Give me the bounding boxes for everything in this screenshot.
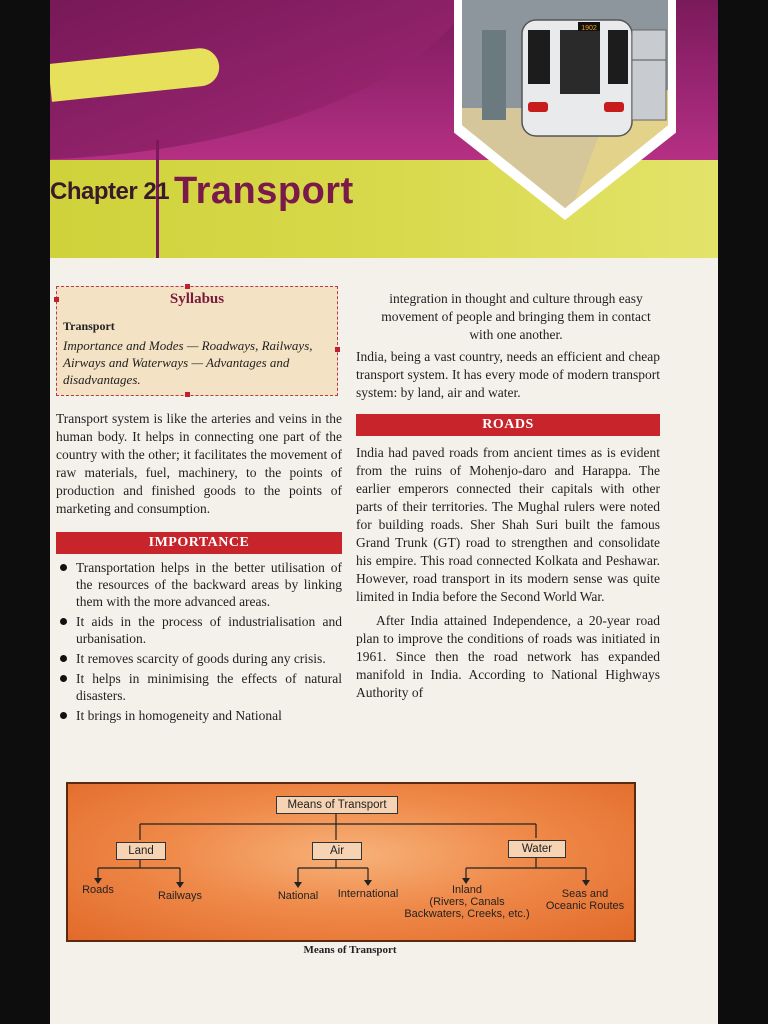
syllabus-box <box>56 286 338 396</box>
syllabus-subtitle: Transport <box>63 319 115 333</box>
roads-paragraph-1: India had paved roads from ancient times as is evident from the ruins of Mohenjo-daro and Harappa. The earlier emperors connected their capitals with other parts of their territories. The Mughal rulers were noted for building roads. Sher Shah Suri built the famous Grand Trunk (GT) road to strengthen and consolidate his empire. This road connected Kolkata and Peshawar. However, road transport in its modern sense was quite limited in India before the Second World War. <box>356 445 660 604</box>
importance-heading: IMPORTANCE <box>56 532 342 554</box>
bullet-icon <box>60 618 67 625</box>
pin-marker <box>335 347 340 352</box>
chapter-banner <box>50 0 718 258</box>
syllabus-title: Syllabus <box>169 291 225 307</box>
list-item: It brings in homogeneity and National <box>56 707 342 724</box>
right-column <box>356 290 660 702</box>
roads-heading: ROADS <box>356 414 660 436</box>
diagram-seas-label: Seas and Oceanic Routes <box>545 888 625 912</box>
list-item: It removes scarcity of goods during any crisis. <box>56 650 342 667</box>
diagram-root-node: Means of Transport <box>276 796 398 814</box>
diagram-railways-label: Railways <box>157 890 202 902</box>
roads-paragraph-2: After India attained Independence, a 20-year road plan to improve the conditions of roads was initiated in 1961. Since then the road network has expanded manifold in India. According to National Highways Authority of <box>356 613 660 700</box>
importance-list <box>56 559 342 724</box>
bullet-icon <box>60 655 67 662</box>
list-item: It aids in the process of industrialisation and urbanisation. <box>56 613 342 647</box>
syllabus-text: Importance and Modes — Roadways, Railways, Airways and Waterways — Advantages and disadvantages. <box>63 338 313 387</box>
diagram-land-node: Land <box>116 842 166 860</box>
diagram-inland-label: Inland (Rivers, Canals Backwaters, Creeks, etc.) <box>404 884 530 920</box>
bullet-icon <box>60 564 67 571</box>
diagram-international-label: International <box>337 888 399 900</box>
diagram-water-node: Water <box>508 840 566 858</box>
textbook-page <box>50 0 718 1024</box>
integration-text: integration in thought and culture through easy movement of people and bringing them in contact with one another. <box>381 291 651 342</box>
diagram-air-node: Air <box>312 842 362 860</box>
bullet-icon <box>60 675 67 682</box>
india-paragraph: India, being a vast country, needs an efficient and cheap transport system. It has every mode of modern transport system: by land, air and water. <box>356 349 660 400</box>
diagram-national-label: National <box>277 890 319 902</box>
list-item: It helps in minimising the effects of natural disasters. <box>56 670 342 704</box>
intro-paragraph: Transport system is like the arteries and veins in the human body. It helps in connecting one part of the country with the other; it facilitates the movement of raw materials, fuel, machinery, to the points of production and finished goods to the points of marketing and consumption. <box>56 411 342 516</box>
left-column <box>56 286 342 727</box>
pin-marker <box>185 284 190 289</box>
chapter-title: Transport <box>174 170 354 212</box>
diagram-roads-label: Roads <box>82 884 114 896</box>
chapter-label: Chapter 21 <box>50 178 170 205</box>
bullet-icon <box>60 712 67 719</box>
train-number: 1902 <box>581 25 597 32</box>
means-of-transport-diagram <box>66 782 636 942</box>
diagram-caption: Means of Transport <box>303 944 397 956</box>
pin-marker <box>185 392 190 397</box>
list-item: Transportation helps in the better utilisation of the resources of the backward areas by linking them with the more advanced areas. <box>56 559 342 610</box>
